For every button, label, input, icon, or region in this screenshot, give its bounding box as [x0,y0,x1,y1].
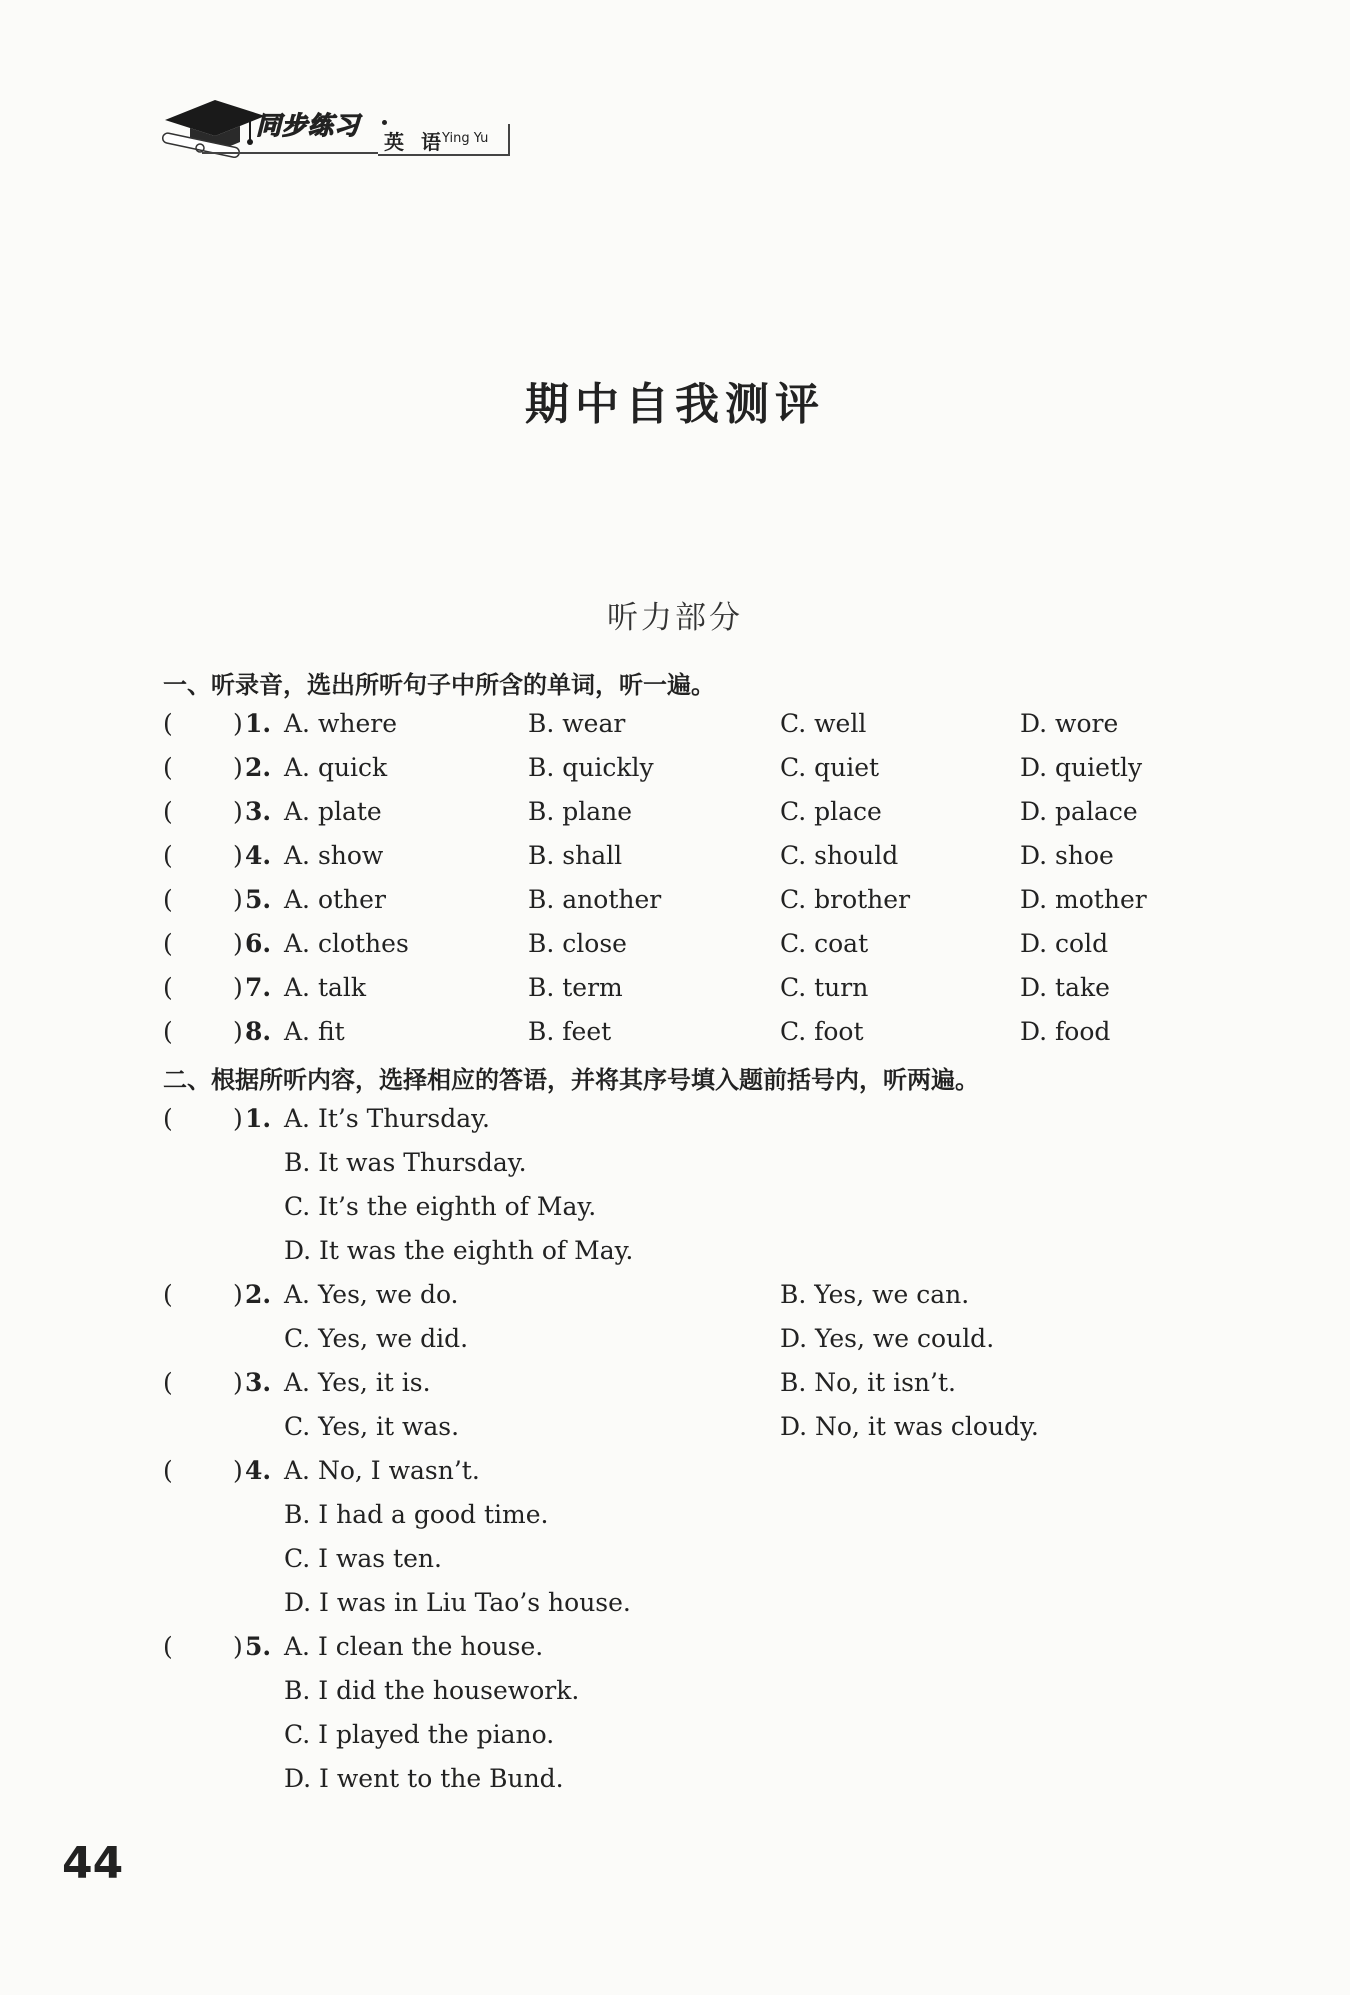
option-c: C. foot [780,1017,864,1046]
answer-paren-close: ) [233,709,243,738]
question-number: 5. [245,885,272,914]
question-number: 7. [245,973,272,1002]
question-number: 1. [245,709,272,738]
option-d: D. I was in Liu Tao’s house. [284,1588,631,1617]
answer-paren-open: ( [163,1632,173,1661]
option-d: D. No, it was cloudy. [780,1412,1039,1441]
option-c: C. well [780,709,867,738]
option-b: B. Yes, we can. [780,1280,970,1309]
book-header [160,92,520,172]
option-b: B. I did the housework. [284,1676,580,1705]
answer-paren-close: ) [233,1456,243,1485]
option-d: D. palace [1020,797,1138,826]
answer-paren-open: ( [163,929,173,958]
answer-paren-open: ( [163,1104,173,1133]
question-number: 2. [245,753,272,782]
answer-paren-close: ) [233,885,243,914]
answer-paren-close: ) [233,797,243,826]
option-c: C. turn [780,973,869,1002]
option-c: C. quiet [780,753,880,782]
answer-paren-open: ( [163,797,173,826]
option-b: B. close [528,929,627,958]
option-a: A. talk [284,973,367,1002]
option-b: B. shall [528,841,623,870]
option-b: B. I had a good time. [284,1500,549,1529]
option-d: D. wore [1020,709,1119,738]
question-number: 3. [245,797,272,826]
option-c: C. brother [780,885,911,914]
answer-paren-open: ( [163,1368,173,1397]
option-d: D. shoe [1020,841,1114,870]
page-number: 44 [62,1838,124,1889]
question-number: 6. [245,929,272,958]
option-a: A. plate [284,797,382,826]
answer-paren-close: ) [233,753,243,782]
brand-logo-text: 同步练习 [256,111,361,140]
question-number: 2. [245,1280,272,1309]
option-b: B. quickly [528,753,654,782]
option-c: C. I played the piano. [284,1720,555,1749]
answer-paren-open: ( [163,885,173,914]
option-d: D. mother [1020,885,1147,914]
option-d: D. take [1020,973,1110,1002]
option-c: C. It’s the eighth of May. [284,1192,597,1221]
answer-paren-close: ) [233,1104,243,1133]
answer-paren-close: ) [233,1280,243,1309]
answer-paren-open: ( [163,1017,173,1046]
option-d: D. food [1020,1017,1111,1046]
option-a: A. show [284,841,384,870]
option-c: C. Yes, it was. [284,1412,460,1441]
answer-paren-close: ) [233,1632,243,1661]
option-a: A. No, I wasn’t. [284,1456,480,1485]
option-d: D. Yes, we could. [780,1324,995,1353]
answer-paren-open: ( [163,709,173,738]
question-number: 5. [245,1632,272,1661]
option-a: A. clothes [284,929,409,958]
option-a: A. where [284,709,397,738]
option-a: A. Yes, it is. [284,1368,431,1397]
answer-paren-close: ) [233,1368,243,1397]
part1-instruction: 一、听录音，选出所听句子中所含的单词，听一遍。 [163,671,715,699]
answer-paren-open: ( [163,841,173,870]
option-b: B. another [528,885,662,914]
answer-paren-open: ( [163,1280,173,1309]
option-a: A. fit [284,1017,345,1046]
question-number: 3. [245,1368,272,1397]
option-a: A. other [284,885,386,914]
answer-paren-open: ( [163,753,173,782]
header-rule [202,152,378,154]
question-number: 8. [245,1017,272,1046]
option-b: B. No, it isn’t. [780,1368,956,1397]
option-d: D. quietly [1020,753,1143,782]
question-number: 1. [245,1104,272,1133]
option-a: A. I clean the house. [284,1632,544,1661]
option-d: D. I went to the Bund. [284,1764,564,1793]
option-a: A. Yes, we do. [284,1280,459,1309]
option-d: D. cold [1020,929,1109,958]
option-b: B. It was Thursday. [284,1148,527,1177]
section-title: 听力部分 [607,600,743,636]
answer-paren-close: ) [233,841,243,870]
option-c: C. place [780,797,882,826]
subject-box [378,124,510,156]
answer-paren-close: ) [233,1017,243,1046]
option-c: C. I was ten. [284,1544,442,1573]
option-c: C. Yes, we did. [284,1324,469,1353]
option-d: D. It was the eighth of May. [284,1236,634,1265]
option-c: C. coat [780,929,869,958]
subject-pinyin: Ying Yu [442,131,489,146]
answer-paren-open: ( [163,973,173,1002]
question-number: 4. [245,1456,272,1485]
question-number: 4. [245,841,272,870]
option-b: B. wear [528,709,626,738]
option-b: B. plane [528,797,633,826]
option-c: C. should [780,841,899,870]
option-a: A. It’s Thursday. [284,1104,490,1133]
subject-label: 英 语 [384,130,446,154]
answer-paren-close: ) [233,929,243,958]
part2-instruction: 二、根据所听内容，选择相应的答语，并将其序号填入题前括号内，听两遍。 [163,1066,979,1094]
answer-paren-open: ( [163,1456,173,1485]
option-b: B. feet [528,1017,612,1046]
option-a: A. quick [284,753,388,782]
option-b: B. term [528,973,623,1002]
answer-paren-close: ) [233,973,243,1002]
page-title: 期中自我测评 [525,379,825,430]
